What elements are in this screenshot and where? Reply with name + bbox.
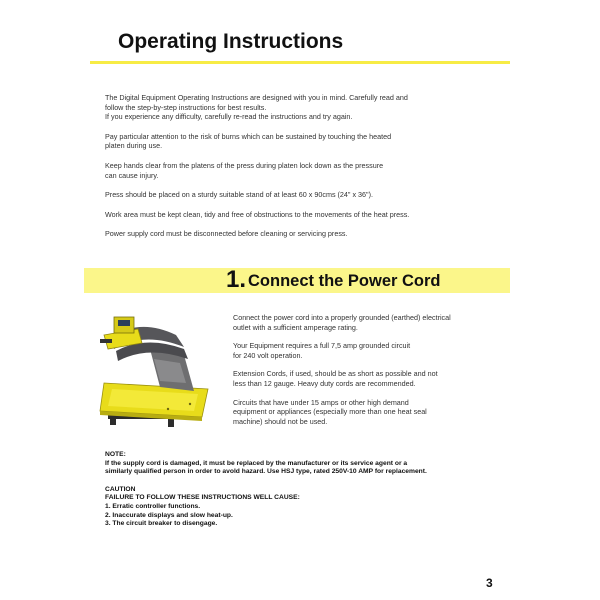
- intro-line: If you experience any difficulty, carefully re-read the instructions and try again.: [105, 112, 353, 122]
- page-number: 3: [486, 576, 493, 590]
- note-heading: NOTE:: [105, 451, 126, 458]
- section-paragraph: [233, 398, 488, 427]
- note-line: If the supply cord is damaged, it must be replaced by the manufacturer or its service agent or a: [105, 459, 408, 467]
- section-line: outlet with a sufficient amperage rating.: [233, 322, 358, 332]
- intro-line: Keep hands clear from the platens of the press during platen lock down as the pressure: [105, 160, 384, 170]
- intro-paragraph: Press should be placed on a sturdy suitable stand of at least 60 x 90cms (24" x 36").: [105, 190, 373, 200]
- note-line: similarly qualified person in order to avold hazard. Use HSJ type, rated 250V-10 AMP for replacement.: [105, 468, 427, 476]
- section-paragraph: [233, 341, 488, 360]
- section-line: Extension Cords, if used, should be as short as possible and not: [233, 369, 438, 379]
- section-line: Connect the power cord into a properly grounded (earthed) electrical: [233, 313, 451, 322]
- spacer: [105, 477, 505, 486]
- caution-item: 3. The circuit breaker to disengage.: [105, 520, 218, 528]
- section-title: Connect the Power Cord: [248, 272, 441, 290]
- section-body: [233, 313, 488, 435]
- intro-line: platen during use.: [105, 141, 163, 151]
- intro-line: can cause injury.: [105, 170, 159, 180]
- section-line: for 240 volt operation.: [233, 350, 303, 360]
- section-line: machine) should not be used.: [233, 416, 328, 426]
- caution-subheading: FAILURE TO FOLLOW THESE INSTRUCTIONS WELL CAUSE:: [105, 494, 300, 502]
- intro-paragraph: [105, 161, 485, 180]
- caution-heading: CAUTION: [105, 485, 136, 493]
- heat-press-image: [98, 309, 216, 429]
- section-line: Your Equipment requires a full 7,5 amp grounded circuit: [233, 341, 411, 351]
- intro-text: [105, 93, 485, 249]
- intro-paragraph: [105, 132, 485, 151]
- intro-paragraph: [105, 93, 485, 122]
- notes-block: [105, 451, 505, 529]
- section-paragraph: [233, 313, 488, 332]
- section-line: less than 12 gauge. Heavy duty cords are recommended.: [233, 378, 416, 388]
- section-line: Circuits that have under 15 amps or other high demand: [233, 397, 409, 407]
- intro-paragraph: Power supply cord must be disconnected before cleaning or servicing press.: [105, 229, 348, 239]
- caution-item: 2. Inaccurate displays and slow heat-up.: [105, 511, 233, 519]
- intro-paragraph: Work area must be kept clean, tidy and free of obstructions to the movements of the heat press.: [105, 209, 410, 219]
- section-line: equipment or appliances (especially more than one heat seal: [233, 407, 427, 417]
- section-paragraph: [233, 369, 488, 388]
- section-number: 1.: [226, 266, 247, 293]
- page-title: Operating Instructions: [118, 30, 344, 53]
- intro-line: follow the step-by-step instructions for best results.: [105, 102, 267, 112]
- intro-line: The Digital Equipment Operating Instructions are designed with you in mind. Carefully read and: [105, 93, 408, 102]
- intro-line: Pay particular attention to the risk of burns which can be sustained by touching the heated: [105, 131, 392, 141]
- caution-item: 1. Erratic controller functions.: [105, 502, 201, 510]
- title-underline: [90, 61, 510, 64]
